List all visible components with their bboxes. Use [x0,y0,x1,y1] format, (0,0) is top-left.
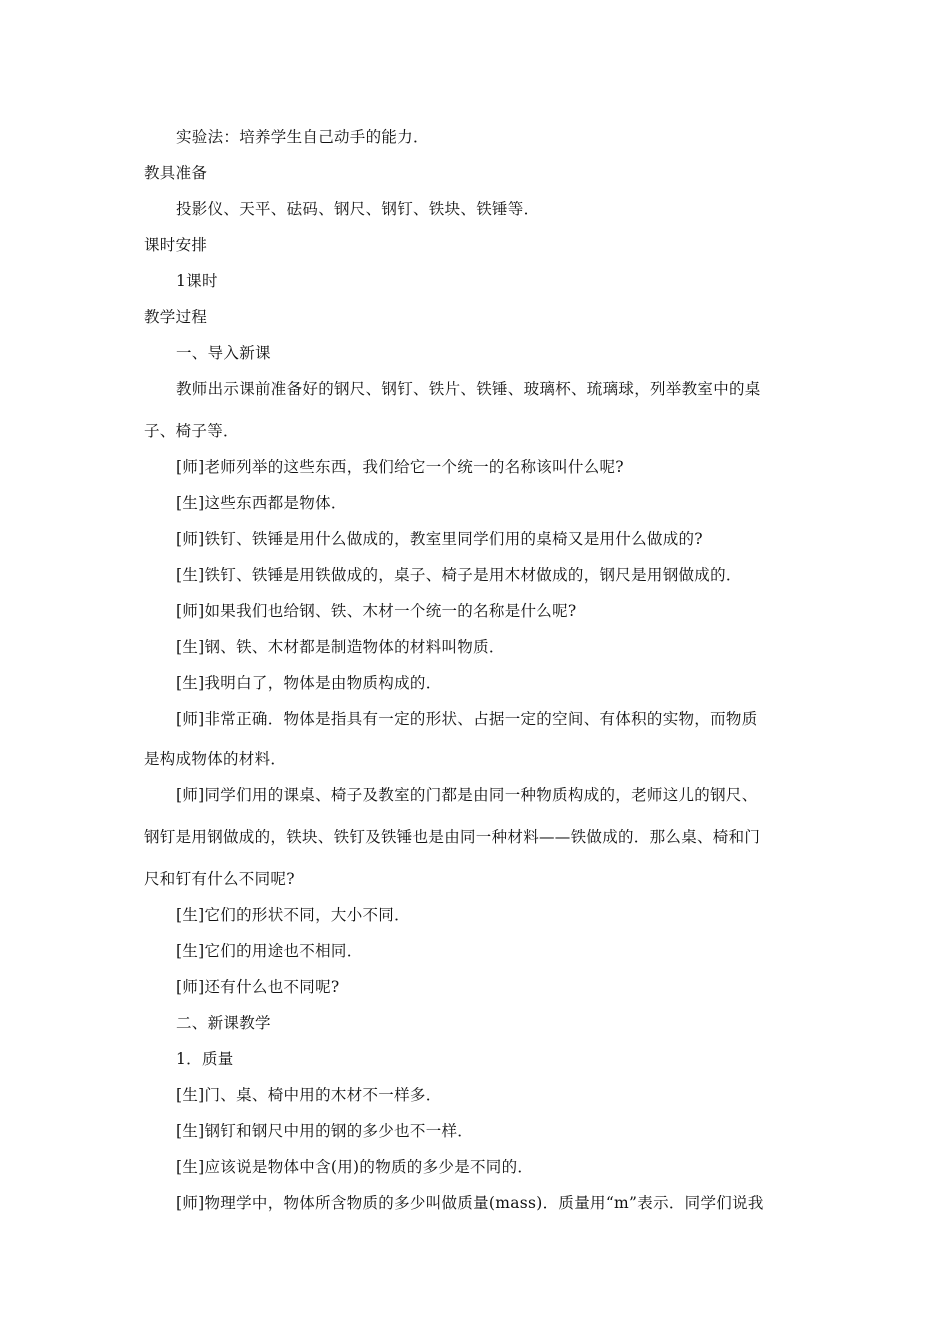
dialogue-line-continued: 钢钉是用钢做成的，铁块、铁钉及铁锤也是由同一种材料——铁做成的．那么桌、椅和门 [144,828,761,846]
paragraph-intro-line1: 教师出示课前准备好的钢尺、钢钉、铁片、铁锤、玻璃杯、琉璃球，列举教室中的桌 [176,380,761,398]
dialogue-line: [生]它们的形状不同，大小不同． [176,906,410,924]
paragraph-experiment-method: 实验法：培养学生自己动手的能力． [176,128,429,146]
dialogue-line: [师]老师列举的这些东西，我们给它一个统一的名称该叫什么呢? [176,458,624,476]
dialogue-line-continued: 尺和钉有什么不同呢? [144,870,295,888]
paragraph-teaching-aids: 投影仪、天平、砝码、钢尺、钢钉、铁块、铁锤等． [176,200,540,218]
section-heading-teaching-process: 教学过程 [144,308,208,326]
dialogue-line: [生]它们的用途也不相同． [176,942,363,960]
subheading-mass: 1．质量 [176,1050,234,1068]
paragraph-schedule: 1课时 [176,272,218,290]
section-heading-teaching-aids: 教具准备 [144,164,208,182]
subheading-intro: 一、导入新课 [176,344,271,362]
dialogue-line: [师]还有什么也不同呢? [176,978,340,996]
section-heading-schedule: 课时安排 [144,236,208,254]
dialogue-line: [生]应该说是物体中含(用)的物质的多少是不同的． [176,1158,534,1176]
dialogue-line: [生]门、桌、椅中用的木材不一样多． [176,1086,442,1104]
dialogue-line: [师]铁钉、铁锤是用什么做成的，教室里同学们用的桌椅又是用什么做成的? [176,530,703,548]
dialogue-line: [师]物理学中，物体所含物质的多少叫做质量(mass)．质量用“m”表示．同学们说我 [176,1194,764,1212]
dialogue-line-continued: 是构成物体的材料． [144,750,287,768]
paragraph-intro-line2: 子、椅子等． [144,422,239,440]
dialogue-line: [生]钢、铁、木材都是制造物体的材料叫物质． [176,638,505,656]
dialogue-line: [师]非常正确．物体是指具有一定的形状、占据一定的空间、有体积的实物，而物质 [176,710,758,728]
subheading-new-lesson: 二、新课教学 [176,1014,271,1032]
dialogue-line: [师]如果我们也给钢、铁、木材一个统一的名称是什么呢? [176,602,577,620]
dialogue-line: [师]同学们用的课桌、椅子及教室的门都是由同一种物质构成的，老师这儿的钢尺、 [176,786,758,804]
dialogue-line: [生]我明白了，物体是由物质构成的． [176,674,442,692]
dialogue-line: [生]这些东西都是物体． [176,494,347,512]
dialogue-line: [生]钢钉和钢尺中用的钢的多少也不一样． [176,1122,474,1140]
dialogue-line: [生]铁钉、铁锤是用铁做成的，桌子、椅子是用木材做成的，钢尺是用钢做成的． [176,566,742,584]
